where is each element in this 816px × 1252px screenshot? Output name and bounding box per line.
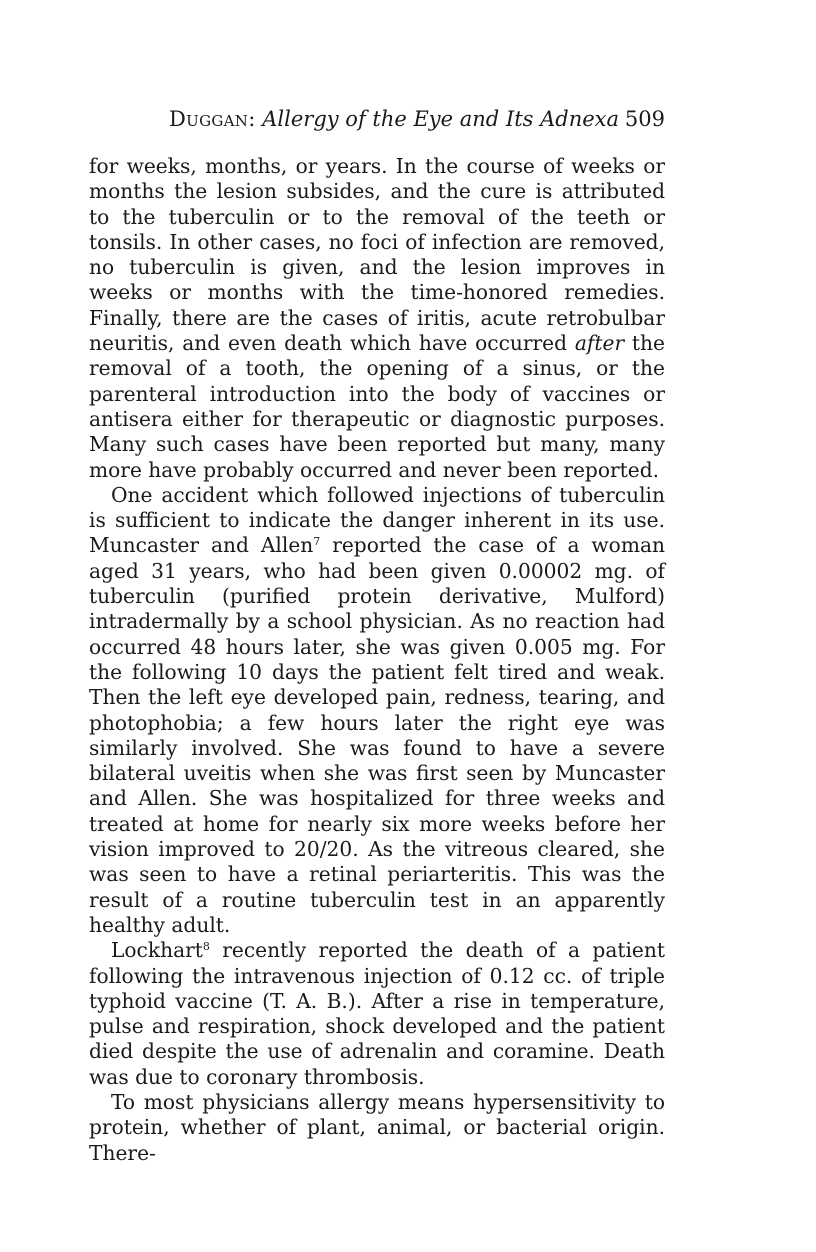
running-head-title: Allergy of the Eye and Its Adnexa [262, 107, 620, 131]
paragraph-2-text-a: One accident which followed injections of tuberculin is sufficient to indicate the danger inherent in its use. Muncaster and Allen [89, 482, 665, 558]
paragraph-1-text-b: the removal of a tooth, the opening of a sinus, or the parenteral introduction into the body of vaccines or antisera either for therapeutic or diagnostic purposes. Many such cases have been reported but many, many more have probably occurred and never been reported. [89, 331, 665, 482]
paragraph-3-text-b: recently reported the death of a patient following the intravenous injection of 0.12 cc. of triple typhoid vaccine (T. A. B.). After a rise in temperature, pulse and respiration, shock developed and the patient died despite the use of adrenalin and coramine. Death was due to coronary thrombosis. [89, 938, 665, 1089]
paragraph-1-text-a: for weeks, months, or years. In the course of weeks or months the lesion subsides, and the cure is attributed to the tuberculin or to the removal of the teeth or tonsils. In other cases, no foci of infection are removed, no tuberculin is given, and the lesion improves in weeks or months with the time-honored remedies. Finally, there are the cases of iritis, acute retrobulbar neuritis, and even death which have occurred [89, 154, 665, 356]
paragraph-4 [89, 1090, 665, 1166]
body-text [89, 154, 665, 1166]
paragraph-4-text: To most physicians allergy means hypersensitivity to protein, whether of plant, animal, or bacterial origin. There- [89, 1089, 665, 1165]
page-number: 509 [624, 107, 665, 131]
footnote-ref-8: 8 [202, 940, 210, 954]
running-head-author: Duggan: [169, 107, 256, 131]
paragraph-1 [89, 154, 665, 483]
running-head [169, 107, 665, 137]
paragraph-3-text-a: Lockhart [111, 938, 203, 963]
paragraph-1-emphasis: after [574, 331, 625, 356]
footnote-ref-7: 7 [313, 535, 321, 549]
paragraph-2 [89, 483, 665, 938]
paragraph-2-text-b: reported the case of a woman aged 31 years, who had been given 0.00002 mg. of tuberculin (purified protein derivative, Mulford) intradermally by a school physician. As no reaction had occurred 48 hours later, she was given 0.005 mg. For the following 10 days the patient felt tired and weak. Then the left eye developed pain, redness, tearing, and photophobia; a few hours later the right eye was similarly involved. She was found to have a severe bilateral uveitis when she was first seen by Muncaster and Allen. She was hospitalized for three weeks and treated at home for nearly six more weeks before her vision improved to 20/20. As the vitreous cleared, she was seen to have a retinal periarteritis. This was the result of a routine tuberculin test in an apparently healthy adult. [89, 533, 665, 937]
paragraph-3 [89, 938, 665, 1090]
